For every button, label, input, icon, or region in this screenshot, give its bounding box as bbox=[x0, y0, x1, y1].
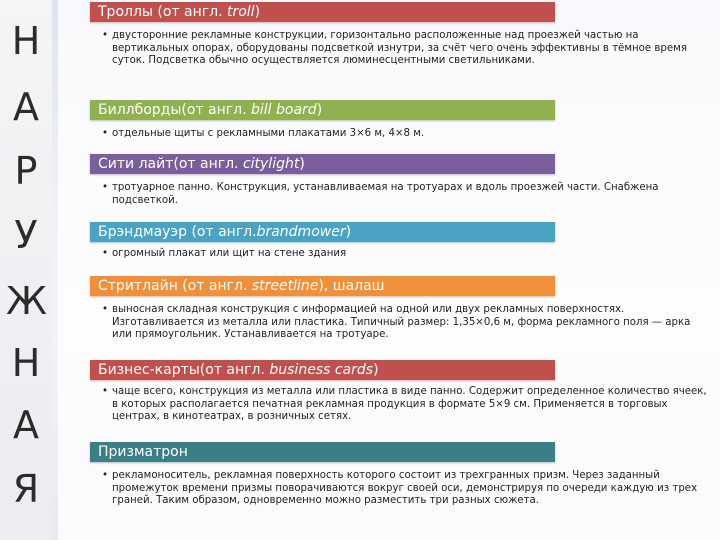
bullet: • bbox=[102, 128, 109, 139]
section-text: отдельные щиты с рекламными плакатами 3×6 м, 4×8 м. bbox=[112, 128, 425, 139]
section-header-brandmauer bbox=[90, 222, 555, 242]
section-title: Призматрон bbox=[98, 444, 188, 460]
side-letter: А bbox=[13, 85, 39, 129]
bullet: • bbox=[102, 304, 109, 315]
section-text: чаще всего, конструкция из металла или пластика в виде панно. Содержит определенное количество ячеек, в которых располагается печатная рекламная продукция в формате 5×9 см. Применяется в торговых центрах, в кинотеатрах, в розничных сетях. bbox=[112, 386, 707, 423]
section-title-suffix: ) bbox=[345, 224, 352, 240]
side-letter: Р bbox=[14, 149, 38, 193]
section-title-suffix: ) bbox=[373, 362, 379, 378]
section-title-english: troll bbox=[226, 4, 255, 20]
bullet: • bbox=[102, 386, 109, 397]
side-letter: А bbox=[13, 403, 39, 447]
section-text: огромный плакат или щит на стене здания bbox=[112, 248, 347, 259]
section-text: выносная складная конструкция с информацией на одной или двух рекламных поверхностях. Изготавливается из металла или пластика. Типичный размер: 1,35×0,6 м, форма рекламного поля — арка или прямоугольник. Устанавливается на тротуаре. bbox=[112, 304, 691, 341]
section-description bbox=[102, 128, 710, 141]
section-title-english: business cards bbox=[269, 362, 374, 378]
section-text: двусторонние рекламные конструкции, горизонтально расположенные над проезжей частью на вертикальных опорах, оборудованы подсветкой изнутри, за счёт чего очень эффективны в тёмное время суток. Подсветка обычно осуществляется люминесцентными светильниками. bbox=[112, 30, 687, 67]
side-letter: Я bbox=[12, 467, 40, 511]
section-title: Троллы (от англ. bbox=[98, 4, 227, 20]
section-title-english: streetline bbox=[251, 278, 319, 294]
section-text: рекламоноситель, рекламная поверхность которого состоит из трехгранных призм. Через заданный промежуток времени призмы поворачиваются вокруг своей оси, демонстрируя по очереди каждую из трех граней. Таким образом, одновременно можно разместить три разных сюжета. bbox=[112, 470, 698, 507]
section-title-english: citylight bbox=[242, 156, 300, 172]
section-title: Стритлайн (от англ. bbox=[98, 278, 252, 294]
section-title: Сити лайт(от англ. bbox=[98, 156, 243, 172]
section-description bbox=[102, 248, 710, 261]
section-header-business-cards bbox=[90, 360, 555, 380]
section-title: Биллборды(от англ. bbox=[98, 102, 251, 118]
section-title: Бизнес-карты(от англ. bbox=[98, 362, 270, 378]
section-title-english: brandmower bbox=[256, 224, 346, 240]
bullet: • bbox=[102, 182, 109, 193]
content-area bbox=[58, 0, 720, 540]
side-panel bbox=[0, 0, 52, 540]
section-description bbox=[102, 470, 710, 508]
section-title-suffix: ) bbox=[299, 156, 305, 172]
section-description bbox=[102, 30, 710, 68]
bullet: • bbox=[102, 248, 109, 259]
section-header-citylight bbox=[90, 154, 555, 174]
section-description bbox=[102, 182, 710, 207]
section-title-suffix: ) bbox=[316, 102, 323, 118]
side-letter: Ж bbox=[6, 279, 47, 323]
section-header-prizmatron bbox=[90, 442, 555, 462]
bullet: • bbox=[102, 30, 109, 41]
section-title: Брэндмауэр (от англ. bbox=[98, 224, 257, 240]
section-title-suffix: ), шалаш bbox=[318, 278, 385, 294]
bullet: • bbox=[102, 470, 109, 481]
section-title-suffix: ) bbox=[254, 4, 261, 20]
section-text: тротуарное панно. Конструкция, устанавливаемая на тротуарах и вдоль проезжей части. Снабжена подсветкой. bbox=[112, 182, 659, 206]
section-header-billboards bbox=[90, 100, 555, 120]
section-header-streetline bbox=[90, 276, 555, 296]
section-title-english: bill board bbox=[251, 102, 317, 118]
side-letter: Н bbox=[11, 19, 41, 63]
section-description bbox=[102, 304, 710, 342]
section-description bbox=[102, 386, 710, 424]
section-header-trolly bbox=[90, 2, 555, 22]
side-letter: Н bbox=[11, 341, 41, 385]
side-letter: У bbox=[14, 213, 38, 257]
